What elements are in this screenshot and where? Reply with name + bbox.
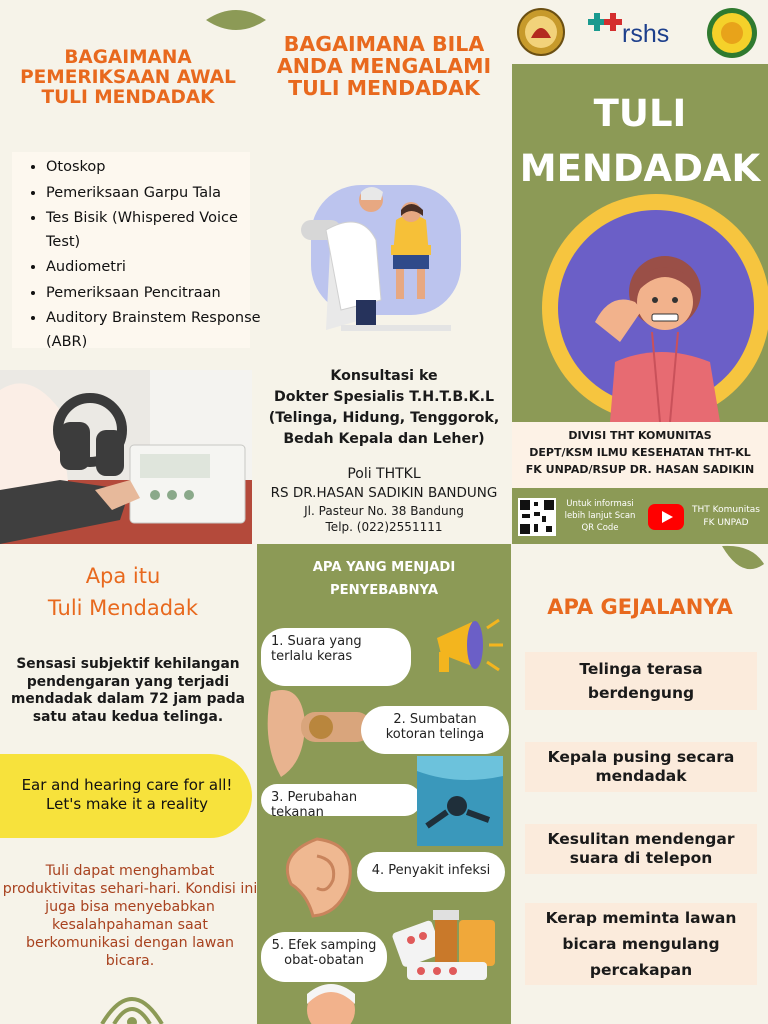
causes-title: APA YANG MENJADI PENYEBABNYA — [312, 560, 456, 598]
cover-block — [512, 64, 768, 422]
division-line: FK UNPAD/RSUP DR. HASAN SADIKIN — [525, 463, 755, 476]
cause-text: 2. Sumbatan kotoran telinga — [385, 712, 485, 742]
symptom-card — [525, 824, 757, 874]
cause-text: 1. Suara yang terlalu keras — [271, 634, 362, 664]
division-line: DIVISI THT KOMUNITAS — [568, 429, 712, 442]
symptom-text: Kesulitan mendengar suara di telepon — [547, 830, 735, 867]
youtube-caption: THT Komunitas FK UNPAD — [692, 505, 760, 528]
panel-exam — [0, 0, 261, 544]
division-line: DEPT/KSM ILMU KESEHATAN THT-KL — [529, 446, 751, 459]
cause-text: 5. Efek samping obat-obatan — [271, 938, 377, 968]
exam-item: • Otoskop — [46, 156, 261, 180]
symptom-card — [525, 652, 757, 710]
cause-bubble — [361, 706, 509, 754]
cause-bubble — [261, 628, 411, 686]
cover-title — [512, 86, 768, 196]
ear-canal-illustration — [261, 682, 371, 782]
symptoms-title: APA GEJALANYA — [547, 595, 733, 619]
definition-title-line: Tuli Mendadak — [47, 596, 199, 620]
exam-item: • Pemeriksaan Garpu Tala — [46, 182, 261, 206]
hospital-phone: Telp. (022)2551111 — [325, 520, 443, 534]
impact-text: Tuli dapat menghambat produktivitas sehari-hari. Kondisi ini juga bisa menyebabkan kesalahpahaman saat berkomunikasi dengan lawan bicara. — [2, 863, 258, 969]
consult-line: Konsultasi ke — [330, 368, 438, 384]
hospital-info — [256, 464, 512, 535]
patient-head-illustration — [301, 980, 361, 1024]
symptom-text: Kepala pusing secara mendadak — [547, 748, 735, 785]
definition-text: Sensasi subjektif kehilangan pendengaran yang terjadi mendadak dalam 72 jam pada satu atau kedua telinga. — [11, 656, 245, 725]
swirl-decoration-icon — [92, 984, 172, 1024]
youtube-icon[interactable] — [648, 504, 684, 530]
patient-illustration — [590, 252, 740, 422]
qr-caption: Untuk informasi lebih lanjut Scan QR Code — [564, 499, 636, 533]
division-box — [512, 422, 768, 488]
hospital-name: RS DR.HASAN SADIKIN BANDUNG — [270, 485, 498, 501]
exam-item: • Tes Bisik (Whispered Voice Test) — [46, 207, 261, 254]
cover-title-line: TULI — [593, 92, 687, 135]
slogan-banner — [0, 754, 252, 838]
cover-title-line: MENDADAK — [519, 147, 761, 190]
cause-bubble — [261, 784, 421, 820]
definition-title-line: Apa itu — [85, 564, 161, 588]
exam-item: • Pemeriksaan Pencitraan — [46, 282, 261, 306]
megaphone-icon — [427, 608, 507, 688]
cause-bubble — [357, 852, 505, 892]
ear-illustration — [277, 834, 359, 920]
definition-title — [0, 560, 246, 624]
qr-code-icon[interactable] — [518, 498, 556, 536]
audiometry-photo — [0, 370, 252, 544]
consult-text — [256, 366, 512, 450]
rshs-logo — [582, 10, 697, 50]
hospital-address: Jl. Pasteur No. 38 Bandung — [304, 504, 464, 518]
panel-consult — [256, 0, 512, 544]
panel-cover — [512, 0, 768, 544]
cause-text: 4. Penyakit infeksi — [371, 863, 491, 878]
slogan-text: Ear and hearing care for all! Let's make it a reality — [21, 776, 233, 813]
symptom-card — [525, 742, 757, 792]
exam-list — [26, 156, 261, 356]
rshs-cross-icon — [582, 10, 624, 38]
symptom-text: Kerap meminta lawan bicara mengulang percakapan — [545, 909, 737, 979]
consult-line: Dokter Spesialis T.H.T.B.K.L — [274, 389, 494, 405]
cause-text: 3. Perubahan tekanan — [271, 790, 358, 820]
medicine-illustration — [387, 906, 507, 986]
rshs-text: rshs — [622, 20, 670, 48]
contact-bar — [512, 488, 768, 544]
exam-item: • Audiometri — [46, 256, 261, 280]
doctor-illustration — [301, 170, 471, 340]
symptom-card — [525, 903, 757, 985]
consult-line: Bedah Kepala dan Leher) — [283, 431, 485, 447]
consult-line: (Telinga, Hidung, Tenggorok, — [268, 410, 500, 426]
consult-title: BAGAIMANA BILA ANDA MENGALAMI TULI MENDADAK — [276, 32, 492, 101]
panel-definition — [0, 544, 256, 1024]
symptom-text: Telinga terasa berdengung — [579, 659, 703, 702]
leaf-decoration-icon — [712, 544, 768, 584]
diver-photo — [417, 756, 503, 846]
tht-komunitas-logo-icon — [706, 7, 758, 59]
panel-causes — [257, 544, 511, 1024]
unpad-logo-icon — [516, 8, 566, 56]
poli-name: Poli THTKL — [347, 466, 421, 482]
cause-bubble — [261, 932, 387, 982]
exam-list-box — [12, 152, 261, 350]
exam-item: • Auditory Brainstem Response (ABR) — [46, 307, 261, 354]
exam-title: BAGAIMANA PEMERIKSAAN AWAL TULI MENDADAK — [20, 47, 236, 108]
